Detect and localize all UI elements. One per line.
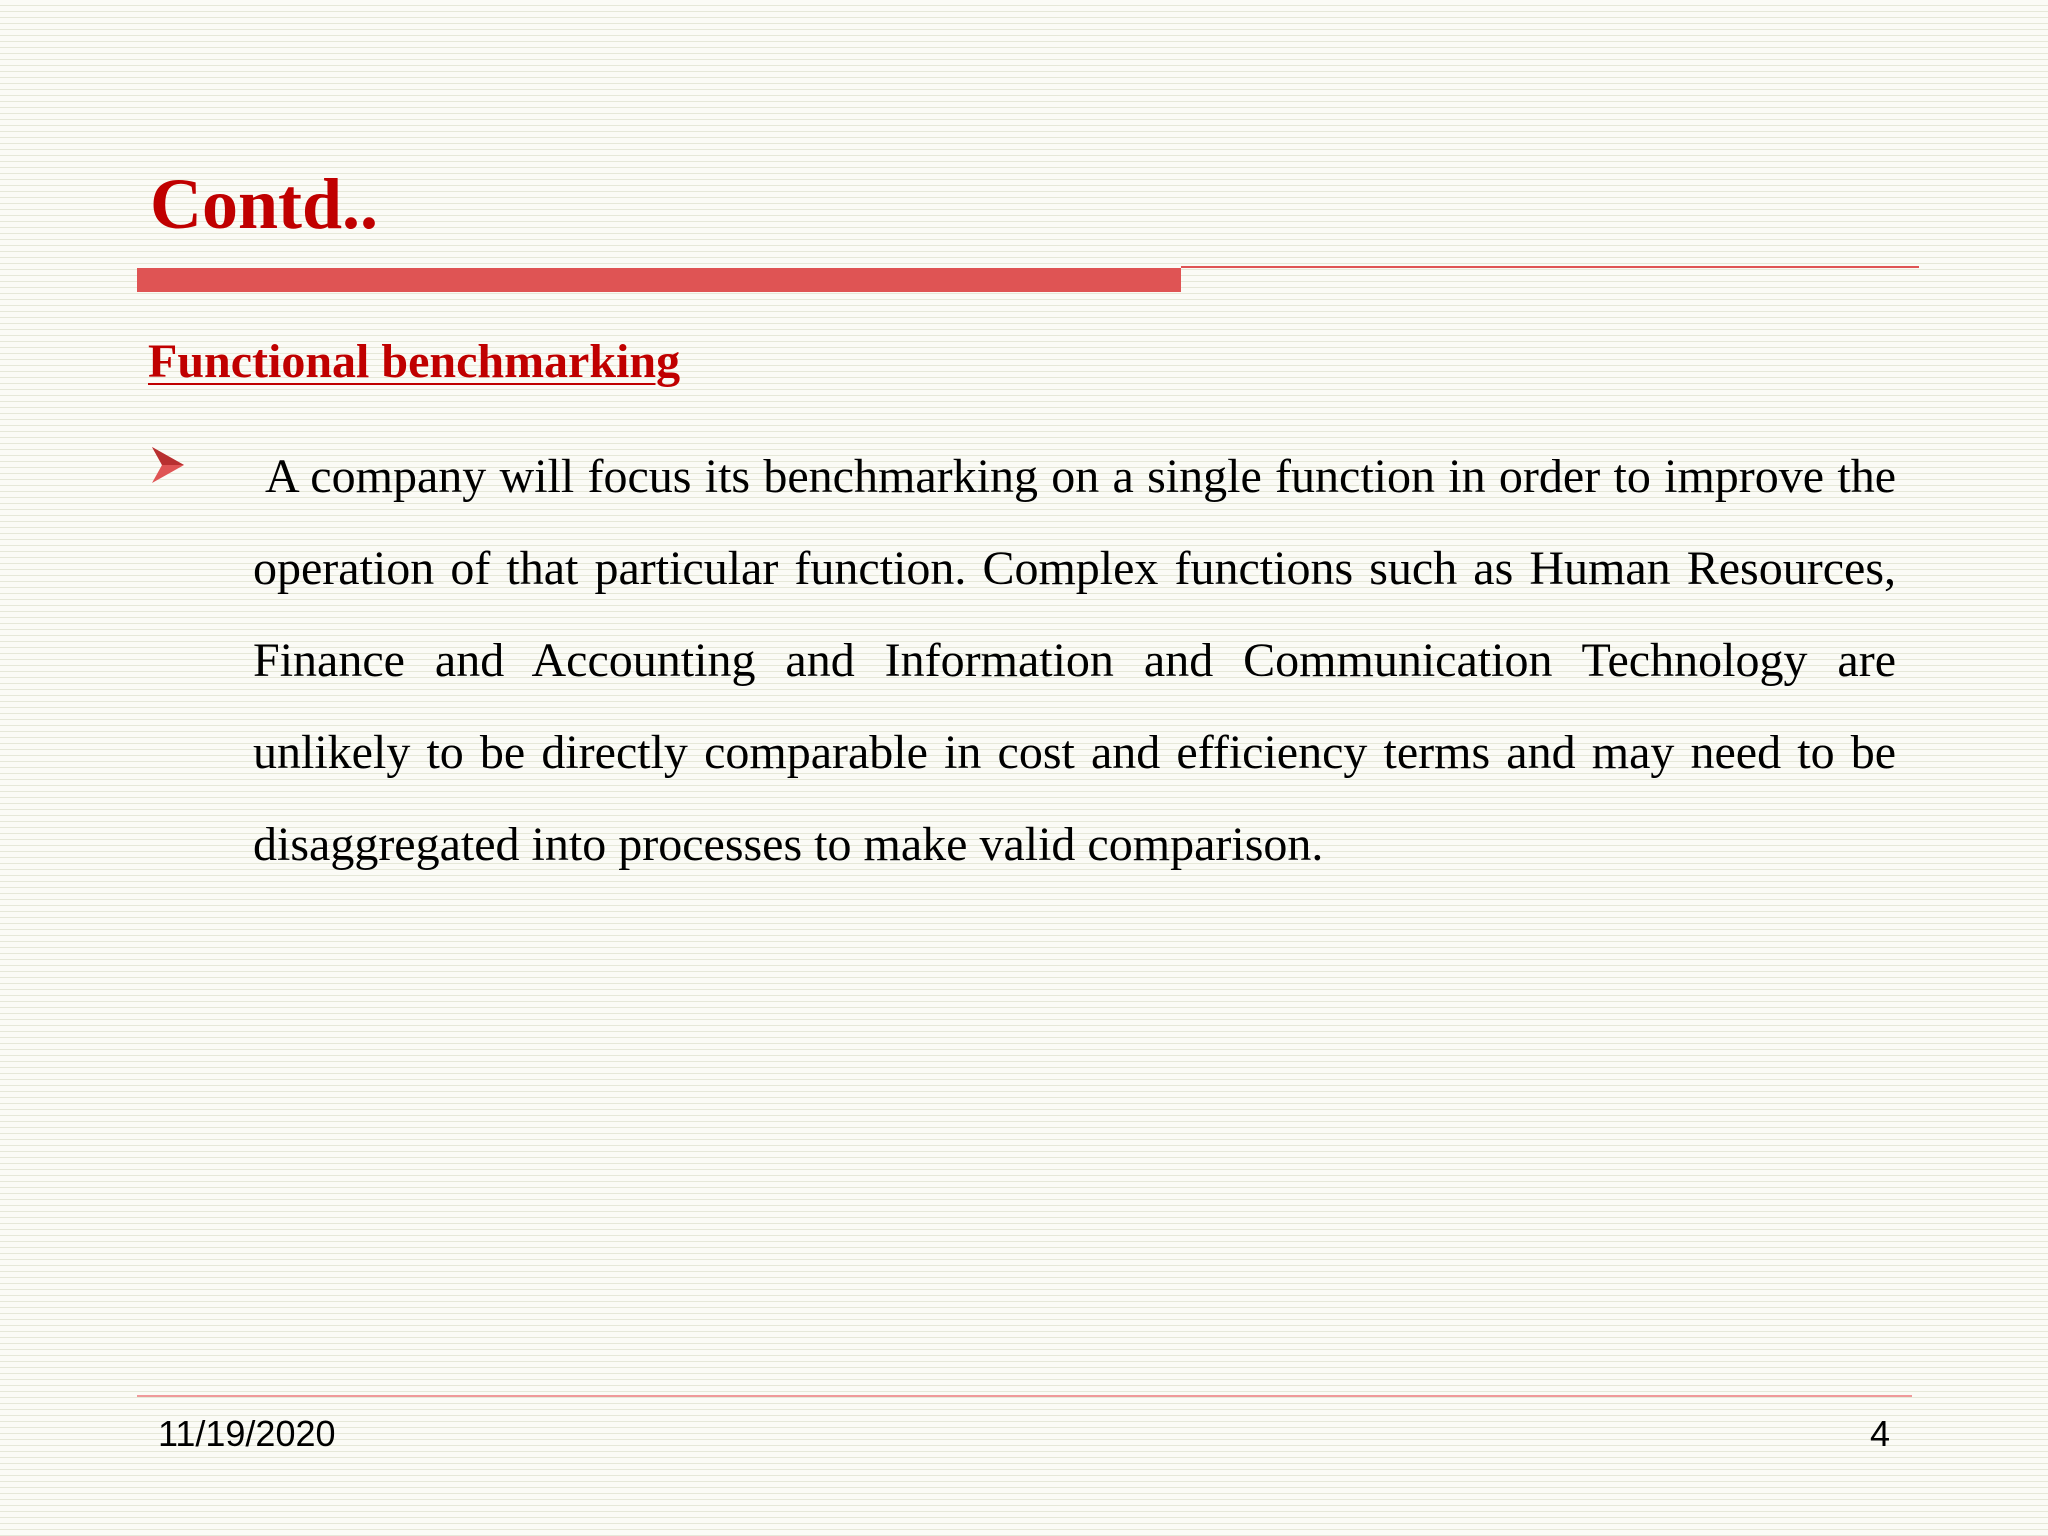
footer-divider bbox=[137, 1395, 1912, 1397]
page-number: 4 bbox=[1869, 1413, 1890, 1454]
footer-date: 11/19/2020 bbox=[158, 1413, 336, 1454]
title-underline-rule bbox=[1181, 266, 1919, 268]
slide-title: Contd.. bbox=[150, 164, 379, 244]
arrow-bullet-icon bbox=[148, 443, 188, 487]
bullet-text: A company will focus its benchmarking on a single function in order to improve the operation of that particular function. Complex functions such as Human Resources, Finance and Accounting and Information and Communication Technology are unlikely to be directly comparable in cost and efficiency terms and may need to be disaggregated into processes to make valid comparison. bbox=[253, 450, 1896, 871]
section-subheading: Functional benchmarking bbox=[148, 335, 681, 388]
title-underline-bar bbox=[137, 268, 1181, 292]
